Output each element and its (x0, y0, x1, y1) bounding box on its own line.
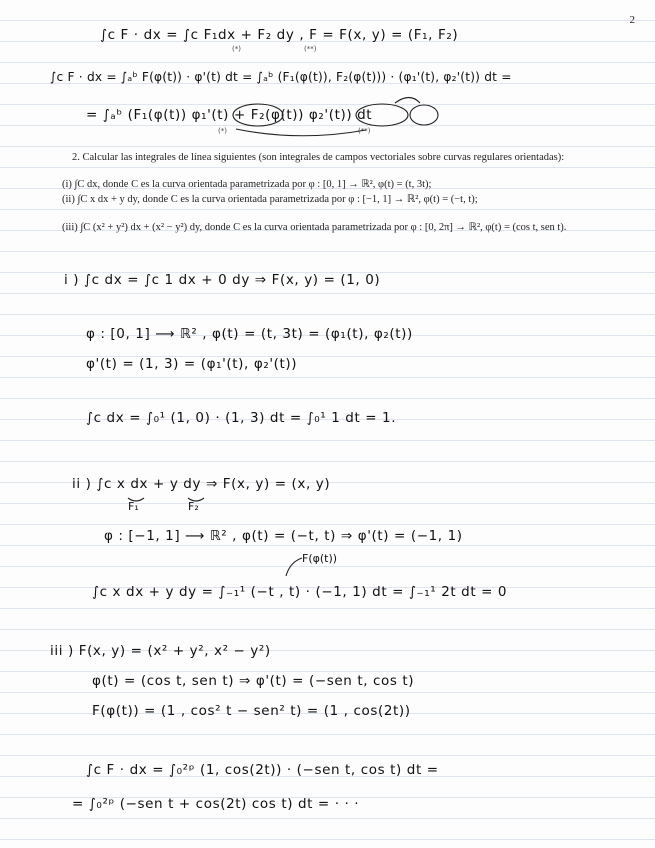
annotation-mark-4: (**) (358, 127, 371, 135)
problem-item-3: (iii) ∫C (x² + y²) dx + (x² − y²) dy, donde C es la curva orientada parametrizada por φ : [0, 2π] → ℝ², φ(t) = (cos t, sen t). (62, 222, 567, 233)
curve-arrow-1 (236, 129, 366, 136)
formula-line-1: ∫c F · dx = ∫c F₁dx + F₂ dy , F = F(x, y) = (F₁, F₂) (100, 27, 459, 43)
part3-line-1: iii ) F(x, y) = (x² + y², x² − y²) (50, 643, 271, 659)
annotation-mark-3: (*) (218, 127, 227, 135)
part1-line-2: φ : [0, 1] ⟶ ℝ² , φ(t) = (t, 3t) = (φ₁(t), φ₂(t)) (86, 326, 413, 342)
curve-arrow-2 (395, 98, 420, 104)
annotation-mark-2: (**) (304, 45, 317, 53)
part2-f2-label: F₂ (188, 500, 199, 513)
formula-line-2: ∫c F · dx = ∫ₐᵇ F(φ(t)) · φ'(t) dt = ∫ₐᵇ (F₁(φ(t)), F₂(φ(t))) · (φ₁'(t), φ₂'(t)) dt = (50, 70, 512, 84)
page-number: 2 (629, 14, 635, 26)
arrow-to-f-phi (286, 558, 302, 576)
part3-line-4: ∫c F · dx = ∫₀²ᵖ (1, cos(2t)) · (−sen t, cos t) dt = (86, 762, 439, 778)
part2-line-1: ii ) ∫c x dx + y dy ⇒ F(x, y) = (x, y) (72, 476, 331, 492)
part1-line-3: φ'(t) = (1, 3) = (φ₁'(t), φ₂'(t)) (86, 356, 298, 372)
circle-dt (410, 105, 438, 125)
problem-intro: 2. Calcular las integrales de línea siguientes (son integrales de campos vectoriales sobre curvas regulares orientadas): (72, 152, 565, 163)
part3-line-3: F(φ(t)) = (1 , cos² t − sen² t) = (1 , cos(2t)) (92, 703, 411, 719)
part1-line-1: i ) ∫c dx = ∫c 1 dx + 0 dy ⇒ F(x, y) = (1, 0) (64, 272, 381, 288)
problem-item-1: (i) ∫C dx, donde C es la curva orientada parametrizada por φ : [0, 1] → ℝ², φ(t) = (t, 3t); (62, 179, 432, 190)
part3-line-2: φ(t) = (cos t, sen t) ⇒ φ'(t) = (−sen t, cos t) (92, 673, 415, 689)
part2-line-2: φ : [−1, 1] ⟶ ℝ² , φ(t) = (−t, t) ⇒ φ'(t) = (−1, 1) (104, 528, 463, 544)
part3-line-5: = ∫₀²ᵖ (−sen t + cos(2t) cos t) dt = · · · (72, 796, 360, 812)
formula-line-3: = ∫ₐᵇ (F₁(φ(t)) φ₁'(t) + F₂(φ(t)) φ₂'(t)) dt (86, 107, 373, 123)
part2-line-3: ∫c x dx + y dy = ∫₋₁¹ (−t , t) · (−1, 1) dt = ∫₋₁¹ 2t dt = 0 (92, 584, 508, 600)
part2-note: F(φ(t)) (302, 552, 338, 565)
part2-f1-label: F₁ (128, 500, 139, 513)
annotation-mark-1: (*) (232, 45, 241, 53)
problem-item-2: (ii) ∫C x dx + y dy, donde C es la curva orientada parametrizada por φ : [−1, 1] → ℝ², φ(t) = (−t, t); (62, 194, 478, 205)
part1-line-4: ∫c dx = ∫₀¹ (1, 0) · (1, 3) dt = ∫₀¹ 1 dt = 1. (86, 410, 397, 426)
